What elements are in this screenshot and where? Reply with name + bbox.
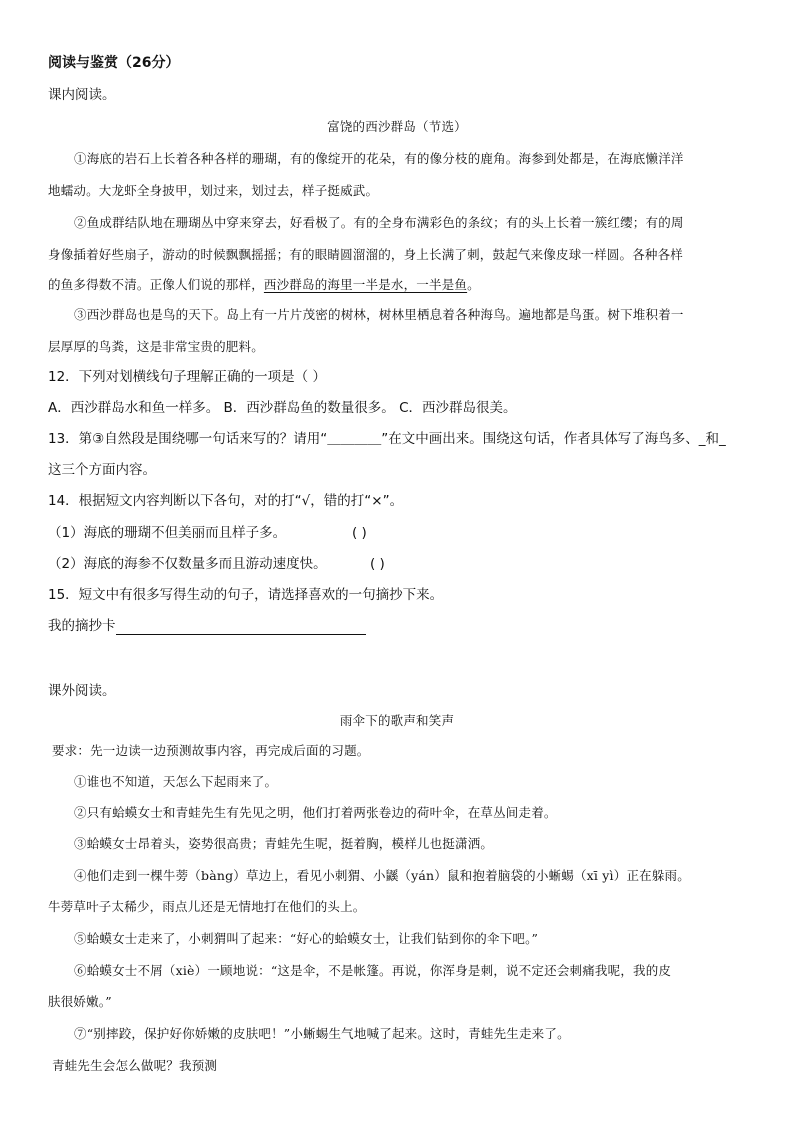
outclass-p4-line1: ④他们走到一棵牛蒡（bàng）草边上，看见小刺猬、小鼷（yán）鼠和抱着脑袋的小蜥蜴（xī yì）正在躲雨。 xyxy=(74,868,690,883)
outclass-prediction-prompt: 青蛙先生会怎么做呢？我预测 xyxy=(52,1058,218,1073)
excerpt-card xyxy=(48,617,366,635)
question-14-1: （1）海底的珊瑚不但美丽而且样子多。 xyxy=(48,525,287,541)
outclass-passage-title: 雨伞下的歌声和笑声 xyxy=(339,713,455,728)
question-12: 12．下列对划横线句子理解正确的一项是（ ） xyxy=(48,369,326,385)
inclass-p2-line3-start: 的鱼多得数不清。正像人们说的那样， xyxy=(48,277,264,292)
inclass-p2-line3 xyxy=(48,276,480,294)
inclass-p3-line2: 层厚厚的鸟粪，这是非常宝贵的肥料。 xyxy=(48,339,264,354)
outclass-p1: ①谁也不知道，天怎么下起雨来了。 xyxy=(74,774,278,789)
question-14-2-answer[interactable]: ( ) xyxy=(370,556,385,572)
question-13-line1: 13．第③自然段是围绕哪一句话来写的？请用“＿＿＿＿”在文中画出来。围绕这句话，作者具体写了海鸟多、_和_ xyxy=(48,431,726,447)
inclass-p3-line1: ③西沙群岛也是鸟的天下。岛上有一片片茂密的树林，树林里栖息着各种海鸟。遍地都是鸟蛋。树下堆积着一 xyxy=(74,307,684,322)
outclass-p6-line1: ⑥蛤蟆女士不屑（xiè）一顾地说：“这是伞，不是帐篷。再说，你浑身是刺，说不定还会刺痛我呢，我的皮 xyxy=(74,963,672,978)
inclass-p2-line1: ②鱼成群结队地在珊瑚丛中穿来穿去，好看极了。有的全身布满彩色的条纹；有的头上长着一簇红缨；有的周 xyxy=(74,215,684,230)
outclass-p5: ⑤蛤蟆女士走来了，小刺猬叫了起来：“好心的蛤蟆女士，让我们钻到你的伞下吧。” xyxy=(74,931,539,946)
question-15: 15．短文中有很多写得生动的句子，请选择喜欢的一句摘抄下来。 xyxy=(48,587,444,603)
outclass-p7: ⑦“别摔跤，保护好你娇嫩的皮肤吧！”小蜥蜴生气地喊了起来。这时，青蛙先生走来了。 xyxy=(74,1026,570,1041)
question-14: 14．根据短文内容判断以下各句，对的打“√，错的打“×”。 xyxy=(48,493,404,509)
question-13-line2: 这三个方面内容。 xyxy=(48,462,156,478)
underlined-sentence: 西沙群岛的海里一半是水，一半是鱼 xyxy=(263,277,468,292)
inclass-p1-line2: 地蠕动。大龙虾全身披甲，划过来，划过去，样子挺威武。 xyxy=(48,183,379,198)
question-12-options: A．西沙群岛水和鱼一样多。 B．西沙群岛鱼的数量很多。 C．西沙群岛很美。 xyxy=(48,400,517,416)
outclass-p3: ③蛤蟆女士昂着头，姿势很高贵；青蛙先生呢，挺着胸，模样儿也挺潇洒。 xyxy=(74,836,494,851)
inclass-p2-line3-end: 。 xyxy=(467,277,480,292)
inclass-p1-line1: ①海底的岩石上长着各种各样的珊瑚，有的像绽开的花朵，有的像分枝的鹿角。海参到处都是，在海底懒洋洋 xyxy=(74,151,684,166)
outclass-requirement: 要求：先一边读一边预测故事内容，再完成后面的习题。 xyxy=(52,743,370,758)
outclass-p6-line2: 肤很娇嫩。” xyxy=(48,994,112,1009)
inclass-label: 课内阅读。 xyxy=(48,87,116,103)
inclass-passage-title: 富饶的西沙群岛（节选） xyxy=(327,119,467,134)
excerpt-answer-line[interactable] xyxy=(116,620,366,635)
excerpt-card-label: 我的摘抄卡 xyxy=(48,618,116,634)
outclass-p4-line2: 牛蒡草叶子太稀少，雨点儿还是无情地打在他们的头上。 xyxy=(48,899,366,914)
outclass-label: 课外阅读。 xyxy=(48,683,116,699)
question-14-2: （2）海底的海参不仅数量多而且游动速度快。 xyxy=(48,556,327,572)
question-14-1-answer[interactable]: ( ) xyxy=(352,525,367,541)
outclass-p2: ②只有蛤蟆女士和青蛙先生有先见之明，他们打着两张卷边的荷叶伞，在草丛间走着。 xyxy=(74,805,557,820)
section-title: 阅读与鉴赏（26分） xyxy=(48,55,180,71)
inclass-p2-line2: 身像插着好些扇子，游动的时候飘飘摇摇；有的眼睛圆溜溜的，身上长满了刺，鼓起气来像皮球一样圆。各种各样 xyxy=(48,247,684,262)
